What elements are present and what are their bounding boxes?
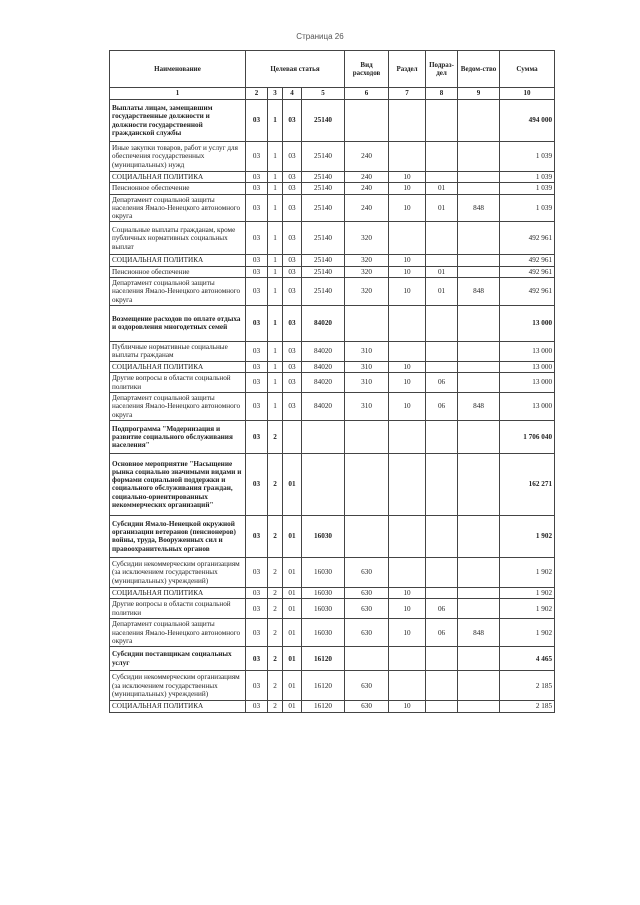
- code-subprogram: 1: [268, 341, 283, 361]
- code-subprogram: 1: [268, 100, 283, 142]
- code-direction: [302, 453, 345, 515]
- department-code: [458, 142, 500, 172]
- code-direction: 16120: [302, 647, 345, 671]
- code-program: 03: [246, 373, 268, 393]
- row-sum: 1 039: [500, 172, 555, 183]
- expense-type: [345, 305, 389, 341]
- row-sum: 13 000: [500, 305, 555, 341]
- code-activity: 01: [283, 587, 302, 598]
- code-subprogram: 1: [268, 222, 283, 255]
- table-row: [110, 142, 555, 172]
- section-code: 10: [389, 183, 426, 194]
- row-sum: 162 271: [500, 453, 555, 515]
- table-row: [110, 361, 555, 372]
- code-program: 03: [246, 142, 268, 172]
- subsection-code: 06: [426, 373, 458, 393]
- row-name: Субсидии некоммерческим организациям (за исключением государственных (муниципальных) учреждений): [110, 671, 246, 701]
- code-direction: 25140: [302, 183, 345, 194]
- subsection-code: 06: [426, 393, 458, 421]
- row-name: Субсидии некоммерческим организациям (за исключением государственных (муниципальных) учреждений): [110, 557, 246, 587]
- row-name: Пенсионное обеспечение: [110, 183, 246, 194]
- code-direction: 25140: [302, 194, 345, 222]
- code-subprogram: 1: [268, 361, 283, 372]
- code-subprogram: 2: [268, 515, 283, 557]
- code-subprogram: 2: [268, 671, 283, 701]
- row-sum: 494 000: [500, 100, 555, 142]
- code-direction: 84020: [302, 393, 345, 421]
- header-target: Целевая статья: [246, 51, 345, 88]
- code-activity: 03: [283, 172, 302, 183]
- code-activity: 03: [283, 255, 302, 266]
- code-direction: 16030: [302, 599, 345, 619]
- column-number: 10: [500, 88, 555, 100]
- subsection-code: [426, 341, 458, 361]
- department-code: [458, 341, 500, 361]
- code-direction: 84020: [302, 361, 345, 372]
- expense-type: 310: [345, 341, 389, 361]
- code-program: 03: [246, 255, 268, 266]
- section-code: [389, 557, 426, 587]
- code-program: 03: [246, 619, 268, 647]
- subsection-code: 01: [426, 277, 458, 305]
- row-name: Департамент социальной защиты населения Ямало-Ненецкого автономного округа: [110, 277, 246, 305]
- code-program: 03: [246, 393, 268, 421]
- row-name: Иные закупки товаров, работ и услуг для обеспечения государственных (муниципальных) нужд: [110, 142, 246, 172]
- code-subprogram: 1: [268, 305, 283, 341]
- department-code: [458, 183, 500, 194]
- row-name: Субсидии Ямало-Ненецкой окружной организации ветеранов (пенсионеров) войны, труда, Вооруженных сил и правоохранительных органов: [110, 515, 246, 557]
- code-program: 03: [246, 599, 268, 619]
- code-program: 03: [246, 222, 268, 255]
- expense-type: 320: [345, 255, 389, 266]
- subsection-code: [426, 142, 458, 172]
- code-direction: 25140: [302, 266, 345, 277]
- code-direction: 16030: [302, 557, 345, 587]
- column-number: 9: [458, 88, 500, 100]
- table-row: [110, 701, 555, 712]
- code-activity: 01: [283, 619, 302, 647]
- row-sum: 492 961: [500, 255, 555, 266]
- section-code: 10: [389, 361, 426, 372]
- table-row: [110, 194, 555, 222]
- row-name: Публичные нормативные социальные выплаты гражданам: [110, 341, 246, 361]
- section-code: [389, 341, 426, 361]
- code-activity: 03: [283, 341, 302, 361]
- code-subprogram: 1: [268, 393, 283, 421]
- row-sum: 2 185: [500, 701, 555, 712]
- section-code: 10: [389, 266, 426, 277]
- code-activity: 01: [283, 647, 302, 671]
- subsection-code: [426, 361, 458, 372]
- table-row: [110, 100, 555, 142]
- row-name: Социальные выплаты гражданам, кроме публичных нормативных социальных выплат: [110, 222, 246, 255]
- department-code: [458, 557, 500, 587]
- row-sum: 1 039: [500, 194, 555, 222]
- table-row: [110, 671, 555, 701]
- expense-type: 630: [345, 599, 389, 619]
- header-subsection: Подраз-дел: [426, 51, 458, 88]
- department-code: [458, 587, 500, 598]
- table-row: [110, 305, 555, 341]
- subsection-code: [426, 100, 458, 142]
- subsection-code: [426, 671, 458, 701]
- subsection-code: 06: [426, 599, 458, 619]
- code-activity: [283, 420, 302, 453]
- code-program: 03: [246, 453, 268, 515]
- department-code: 848: [458, 194, 500, 222]
- row-name: Другие вопросы в области социальной политики: [110, 373, 246, 393]
- section-code: 10: [389, 393, 426, 421]
- table-row: [110, 266, 555, 277]
- header-section: Раздел: [389, 51, 426, 88]
- subsection-code: [426, 453, 458, 515]
- department-code: [458, 647, 500, 671]
- code-subprogram: 2: [268, 619, 283, 647]
- code-subprogram: 2: [268, 453, 283, 515]
- code-subprogram: 2: [268, 420, 283, 453]
- section-code: 10: [389, 619, 426, 647]
- subsection-code: 01: [426, 183, 458, 194]
- header-row: [110, 51, 555, 88]
- code-direction: 84020: [302, 305, 345, 341]
- code-subprogram: 1: [268, 266, 283, 277]
- section-code: 10: [389, 587, 426, 598]
- code-program: 03: [246, 266, 268, 277]
- code-program: 03: [246, 172, 268, 183]
- row-sum: 1 902: [500, 599, 555, 619]
- department-code: [458, 172, 500, 183]
- section-code: [389, 222, 426, 255]
- row-sum: 1 902: [500, 587, 555, 598]
- expense-type: 240: [345, 183, 389, 194]
- row-name: Департамент социальной защиты населения Ямало-Ненецкого автономного округа: [110, 393, 246, 421]
- department-code: [458, 420, 500, 453]
- table-row: [110, 222, 555, 255]
- section-code: [389, 671, 426, 701]
- row-name: Пенсионное обеспечение: [110, 266, 246, 277]
- code-program: 03: [246, 557, 268, 587]
- column-number: 2: [246, 88, 268, 100]
- subsection-code: 01: [426, 266, 458, 277]
- table-row: [110, 599, 555, 619]
- row-name: Основное мероприятие "Насыщение рынка социально значимыми видами и формами социальной поддержки и социального обслуживания граждан, социально-ориентированных некоммерческих организаций": [110, 453, 246, 515]
- subsection-code: [426, 420, 458, 453]
- table-row: [110, 341, 555, 361]
- section-code: [389, 647, 426, 671]
- expense-type: [345, 100, 389, 142]
- department-code: [458, 305, 500, 341]
- department-code: [458, 222, 500, 255]
- row-name: Субсидии поставщикам социальных услуг: [110, 647, 246, 671]
- code-subprogram: 2: [268, 701, 283, 712]
- department-code: [458, 671, 500, 701]
- code-subprogram: 1: [268, 277, 283, 305]
- row-sum: 4 465: [500, 647, 555, 671]
- row-sum: 1 902: [500, 515, 555, 557]
- expense-type: 320: [345, 266, 389, 277]
- section-code: 10: [389, 277, 426, 305]
- expense-type: [345, 647, 389, 671]
- table-row: [110, 619, 555, 647]
- subsection-code: [426, 255, 458, 266]
- section-code: [389, 515, 426, 557]
- row-name: Выплаты лицам, замещавшим государственные должности и должности государственной гражданской службы: [110, 100, 246, 142]
- code-subprogram: 2: [268, 599, 283, 619]
- code-direction: 16120: [302, 701, 345, 712]
- section-code: [389, 453, 426, 515]
- section-code: [389, 420, 426, 453]
- code-direction: 84020: [302, 373, 345, 393]
- department-code: [458, 100, 500, 142]
- department-code: [458, 453, 500, 515]
- column-number: 4: [283, 88, 302, 100]
- code-direction: 25140: [302, 172, 345, 183]
- budget-table: [109, 50, 555, 713]
- section-code: 10: [389, 373, 426, 393]
- code-activity: 01: [283, 453, 302, 515]
- code-subprogram: 1: [268, 142, 283, 172]
- expense-type: 320: [345, 277, 389, 305]
- row-name: Департамент социальной защиты населения Ямало-Ненецкого автономного округа: [110, 194, 246, 222]
- code-subprogram: 1: [268, 255, 283, 266]
- row-sum: 13 000: [500, 393, 555, 421]
- code-direction: 25140: [302, 255, 345, 266]
- header-name: Наименование: [110, 51, 246, 88]
- section-code: 10: [389, 599, 426, 619]
- row-sum: 492 961: [500, 277, 555, 305]
- subsection-code: [426, 305, 458, 341]
- column-number: 8: [426, 88, 458, 100]
- code-program: 03: [246, 277, 268, 305]
- department-code: 848: [458, 619, 500, 647]
- code-direction: 16030: [302, 619, 345, 647]
- department-code: [458, 701, 500, 712]
- code-activity: 03: [283, 305, 302, 341]
- table-row: [110, 420, 555, 453]
- section-code: [389, 305, 426, 341]
- department-code: [458, 515, 500, 557]
- code-direction: 25140: [302, 277, 345, 305]
- code-activity: 03: [283, 194, 302, 222]
- table-row: [110, 515, 555, 557]
- code-direction: 16030: [302, 515, 345, 557]
- table-row: [110, 255, 555, 266]
- code-program: 03: [246, 305, 268, 341]
- table-row: [110, 557, 555, 587]
- subsection-code: [426, 172, 458, 183]
- row-name: СОЦИАЛЬНАЯ ПОЛИТИКА: [110, 255, 246, 266]
- code-activity: 03: [283, 142, 302, 172]
- code-activity: 01: [283, 701, 302, 712]
- expense-type: 240: [345, 172, 389, 183]
- subsection-code: [426, 701, 458, 712]
- expense-type: 310: [345, 373, 389, 393]
- expense-type: 630: [345, 701, 389, 712]
- code-subprogram: 1: [268, 373, 283, 393]
- section-code: [389, 142, 426, 172]
- code-activity: 03: [283, 183, 302, 194]
- expense-type: 630: [345, 557, 389, 587]
- code-activity: 03: [283, 373, 302, 393]
- subsection-code: [426, 557, 458, 587]
- column-number-row: [110, 88, 555, 100]
- column-number: 3: [268, 88, 283, 100]
- row-name: СОЦИАЛЬНАЯ ПОЛИТИКА: [110, 361, 246, 372]
- code-direction: 25140: [302, 100, 345, 142]
- code-activity: 03: [283, 266, 302, 277]
- expense-type: 630: [345, 587, 389, 598]
- code-program: 03: [246, 587, 268, 598]
- subsection-code: [426, 515, 458, 557]
- table-row: [110, 172, 555, 183]
- row-sum: 13 000: [500, 361, 555, 372]
- code-activity: 03: [283, 277, 302, 305]
- code-program: 03: [246, 647, 268, 671]
- code-activity: 01: [283, 515, 302, 557]
- row-name: Департамент социальной защиты населения Ямало-Ненецкого автономного округа: [110, 619, 246, 647]
- expense-type: 310: [345, 361, 389, 372]
- table-row: [110, 277, 555, 305]
- department-code: [458, 361, 500, 372]
- row-sum: 1 039: [500, 183, 555, 194]
- code-program: 03: [246, 194, 268, 222]
- code-subprogram: 2: [268, 587, 283, 598]
- page-number-title: Страница 26: [296, 32, 344, 41]
- row-sum: 1 039: [500, 142, 555, 172]
- row-sum: 13 000: [500, 373, 555, 393]
- subsection-code: [426, 222, 458, 255]
- section-code: 10: [389, 701, 426, 712]
- row-sum: 492 961: [500, 266, 555, 277]
- department-code: 848: [458, 277, 500, 305]
- code-subprogram: 1: [268, 183, 283, 194]
- expense-type: 320: [345, 222, 389, 255]
- table-row: [110, 373, 555, 393]
- section-code: 10: [389, 172, 426, 183]
- code-program: 03: [246, 100, 268, 142]
- expense-type: 240: [345, 142, 389, 172]
- expense-type: [345, 420, 389, 453]
- row-name: СОЦИАЛЬНАЯ ПОЛИТИКА: [110, 172, 246, 183]
- row-sum: 1 902: [500, 619, 555, 647]
- header-expense: Вид расходов: [345, 51, 389, 88]
- row-sum: 2 185: [500, 671, 555, 701]
- row-name: СОЦИАЛЬНАЯ ПОЛИТИКА: [110, 587, 246, 598]
- code-program: 03: [246, 671, 268, 701]
- code-subprogram: 2: [268, 557, 283, 587]
- code-program: 03: [246, 515, 268, 557]
- department-code: 848: [458, 393, 500, 421]
- code-program: 03: [246, 361, 268, 372]
- code-program: 03: [246, 420, 268, 453]
- table-row: [110, 453, 555, 515]
- code-activity: 03: [283, 100, 302, 142]
- table-row: [110, 647, 555, 671]
- code-program: 03: [246, 341, 268, 361]
- column-number: 6: [345, 88, 389, 100]
- code-subprogram: 2: [268, 647, 283, 671]
- header-sum: Сумма: [500, 51, 555, 88]
- department-code: [458, 599, 500, 619]
- code-activity: 01: [283, 557, 302, 587]
- section-code: 10: [389, 194, 426, 222]
- code-direction: 16030: [302, 587, 345, 598]
- code-direction: 84020: [302, 341, 345, 361]
- expense-type: 630: [345, 671, 389, 701]
- subsection-code: [426, 647, 458, 671]
- code-subprogram: 1: [268, 172, 283, 183]
- code-direction: 16120: [302, 671, 345, 701]
- row-name: Подпрограмма "Модернизация и развитие социального обслуживания населения": [110, 420, 246, 453]
- table-row: [110, 587, 555, 598]
- column-number: 7: [389, 88, 426, 100]
- section-code: 10: [389, 255, 426, 266]
- code-direction: [302, 420, 345, 453]
- code-activity: 01: [283, 599, 302, 619]
- code-activity: 03: [283, 361, 302, 372]
- header-department: Ведом-ство: [458, 51, 500, 88]
- department-code: [458, 255, 500, 266]
- expense-type: 630: [345, 619, 389, 647]
- code-subprogram: 1: [268, 194, 283, 222]
- row-sum: 13 000: [500, 341, 555, 361]
- row-sum: 492 961: [500, 222, 555, 255]
- department-code: [458, 266, 500, 277]
- expense-type: 240: [345, 194, 389, 222]
- section-code: [389, 100, 426, 142]
- row-sum: 1 902: [500, 557, 555, 587]
- code-activity: 03: [283, 393, 302, 421]
- expense-type: 310: [345, 393, 389, 421]
- department-code: [458, 373, 500, 393]
- column-number: 5: [302, 88, 345, 100]
- table-row: [110, 393, 555, 421]
- row-name: Возмещение расходов по оплате отдыха и оздоровления многодетных семей: [110, 305, 246, 341]
- code-program: 03: [246, 183, 268, 194]
- subsection-code: 01: [426, 194, 458, 222]
- code-direction: 25140: [302, 222, 345, 255]
- code-program: 03: [246, 701, 268, 712]
- code-direction: 25140: [302, 142, 345, 172]
- column-number: 1: [110, 88, 246, 100]
- code-activity: 03: [283, 222, 302, 255]
- subsection-code: [426, 587, 458, 598]
- expense-type: [345, 515, 389, 557]
- row-name: СОЦИАЛЬНАЯ ПОЛИТИКА: [110, 701, 246, 712]
- expense-type: [345, 453, 389, 515]
- subsection-code: 06: [426, 619, 458, 647]
- code-activity: 01: [283, 671, 302, 701]
- row-sum: 1 706 040: [500, 420, 555, 453]
- table-row: [110, 183, 555, 194]
- row-name: Другие вопросы в области социальной политики: [110, 599, 246, 619]
